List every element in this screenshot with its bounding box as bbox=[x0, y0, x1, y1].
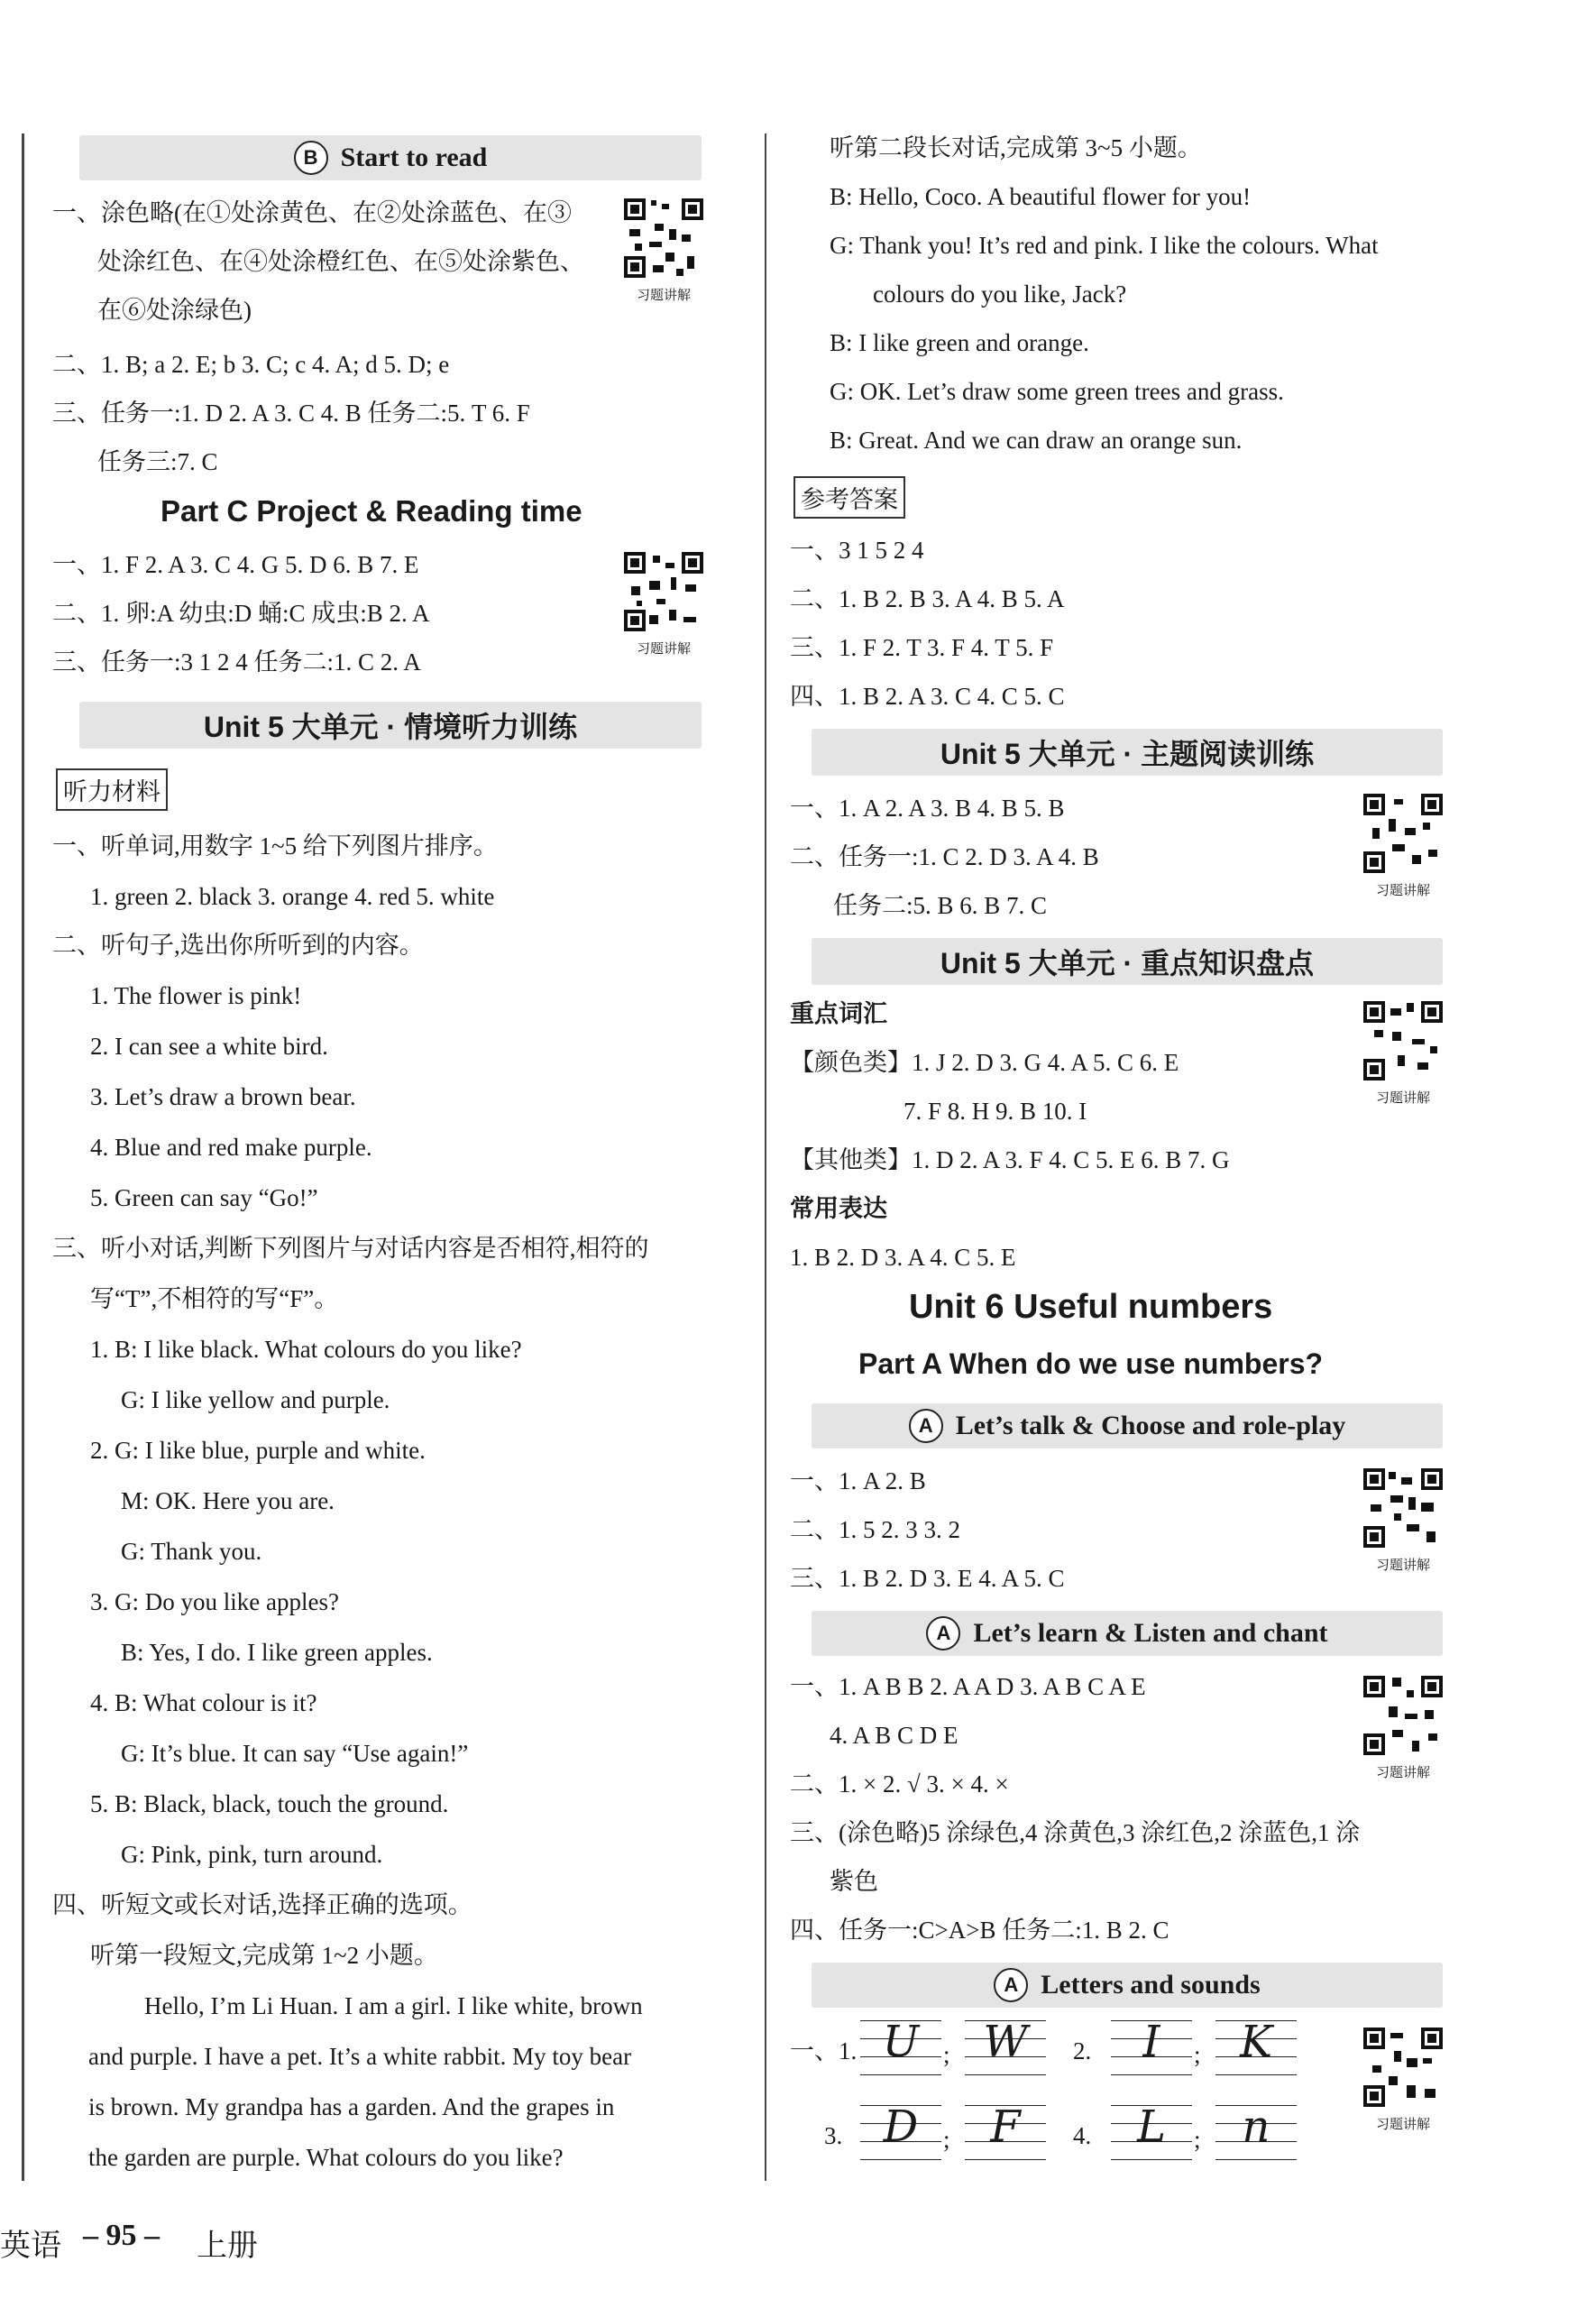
qr-caption: 习题讲解 bbox=[1375, 1764, 1430, 1780]
listening-line: 1. B: I like black. What colours do you like? bbox=[90, 1336, 522, 1363]
qr-caption: 习题讲解 bbox=[1375, 2116, 1430, 2132]
handwriting-letter: n bbox=[1242, 2101, 1270, 2152]
section-header-unit5-knowledge bbox=[812, 938, 1443, 985]
section-title: Unit 5 大单元 · 情境听力训练 bbox=[203, 711, 578, 743]
handwriting-letter: U bbox=[882, 2017, 920, 2067]
qr-code-icon[interactable] bbox=[1362, 2026, 1445, 2109]
answer-line: 三、1. F 2. T 3. F 4. T 5. F bbox=[790, 634, 1054, 661]
listening-line: 听第一段短文,完成第 1~2 小题。 bbox=[90, 1942, 438, 1969]
listening-line: is brown. My grandpa has a garden. And the grapes in bbox=[88, 2093, 615, 2120]
separator: ; bbox=[1194, 2126, 1201, 2153]
answer-line: 【其他类】1. D 2. A 3. F 4. C 5. E 6. B 7. G bbox=[790, 1146, 1230, 1173]
answer-line: 【颜色类】1. J 2. D 3. G 4. A 5. C 6. E bbox=[790, 1049, 1179, 1076]
listening-line: 5. B: Black, black, touch the ground. bbox=[90, 1790, 449, 1817]
answer-line: 二、1. B 2. B 3. A 4. B 5. A bbox=[790, 585, 1065, 612]
answer-line: 一、1. A B B 2. A A D 3. A B C A E bbox=[790, 1673, 1146, 1700]
left-margin-rule bbox=[22, 133, 24, 2181]
answer-line: 在⑥处涂绿色) bbox=[97, 297, 252, 324]
listening-line: 1. green 2. black 3. orange 4. red 5. white bbox=[90, 883, 495, 910]
handwriting-box bbox=[1215, 2101, 1297, 2159]
section-title: Letters and sounds bbox=[1041, 1970, 1261, 2000]
dialog-line: G: Thank you! It’s red and pink. I like the colours. What bbox=[830, 232, 1379, 259]
hw-number: 4. bbox=[1073, 2122, 1092, 2149]
listening-line: B: Yes, I do. I like green apples. bbox=[121, 1639, 433, 1666]
answer-line: 四、任务一:C>A>B 任务二:1. B 2. C bbox=[790, 1917, 1169, 1944]
qr-code-icon[interactable] bbox=[622, 197, 705, 280]
answer-line: 三、任务一:3 1 2 4 任务二:1. C 2. A bbox=[52, 648, 421, 676]
section-title: Unit 5 大单元 · 重点知识盘点 bbox=[940, 947, 1315, 979]
qr-caption: 习题讲解 bbox=[1375, 882, 1430, 898]
section-title: Unit 5 大单元 · 主题阅读训练 bbox=[940, 738, 1315, 770]
handwriting-box bbox=[860, 2017, 941, 2074]
listening-line: 二、听句子,选出你所听到的内容。 bbox=[52, 932, 424, 959]
section-header-unit5-reading bbox=[812, 729, 1443, 776]
answer-line: 三、任务一:1. D 2. A 3. C 4. B 任务二:5. T 6. F bbox=[52, 400, 530, 427]
section-letter-badge: A bbox=[994, 1968, 1028, 2002]
listening-line: 4. Blue and red make purple. bbox=[90, 1134, 372, 1161]
handwriting-letter: F bbox=[990, 2101, 1021, 2152]
dialog-line: 听第二段长对话,完成第 3~5 小题。 bbox=[830, 134, 1202, 161]
handwriting-letter: K bbox=[1240, 2017, 1272, 2067]
column-divider bbox=[765, 133, 766, 2181]
answer-line: 一、3 1 5 2 4 bbox=[790, 537, 924, 564]
handwriting-box bbox=[1215, 2017, 1297, 2074]
answer-line: 一、1. A 2. A 3. B 4. B 5. B bbox=[790, 795, 1065, 822]
hw-number: 2. bbox=[1073, 2037, 1092, 2064]
answer-line: 任务三:7. C bbox=[97, 448, 218, 475]
hw-number: 3. bbox=[824, 2122, 843, 2149]
separator: ; bbox=[943, 2126, 950, 2153]
section-header-start-to-read bbox=[79, 135, 702, 180]
handwriting-box bbox=[1111, 2101, 1192, 2159]
dialog-line: colours do you like, Jack? bbox=[873, 280, 1127, 308]
handwriting-box bbox=[965, 2101, 1046, 2159]
handwriting-letter: I bbox=[1142, 2017, 1160, 2067]
answer-line: 任务二:5. B 6. B 7. C bbox=[833, 892, 1048, 919]
answer-line: 二、任务一:1. C 2. D 3. A 4. B bbox=[790, 843, 1099, 870]
listening-line: 2. G: I like blue, purple and white. bbox=[90, 1437, 426, 1464]
separator: ; bbox=[1194, 2041, 1201, 2068]
qr-caption: 习题讲解 bbox=[636, 640, 691, 657]
qr-caption: 习题讲解 bbox=[1375, 1557, 1430, 1573]
answer-line: 三、1. B 2. D 3. E 4. A 5. C bbox=[790, 1565, 1065, 1592]
qr-code-icon[interactable] bbox=[622, 550, 705, 633]
answer-line: 二、1. 卵:A 幼虫:D 蛹:C 成虫:B 2. A bbox=[52, 600, 430, 627]
answer-line: 二、1. B; a 2. E; b 3. C; c 4. A; d 5. D; e bbox=[52, 351, 450, 378]
qr-code-icon[interactable] bbox=[1362, 1467, 1445, 1549]
listening-material-tag: 听力材料 bbox=[56, 768, 168, 811]
part-c-title: Part C Project & Reading time bbox=[161, 494, 582, 528]
answer-line: 二、1. × 2. √ 3. × 4. × bbox=[790, 1770, 1009, 1798]
subheading: 重点词汇 bbox=[790, 1000, 887, 1027]
dialog-line: B: Great. And we can draw an orange sun. bbox=[830, 427, 1243, 454]
dialog-line: B: I like green and orange. bbox=[830, 329, 1089, 356]
listening-line: 一、听单词,用数字 1~5 给下列图片排序。 bbox=[52, 832, 498, 860]
listening-line: 2. I can see a white bird. bbox=[90, 1033, 328, 1060]
answer-line: 一、1. F 2. A 3. C 4. G 5. D 6. B 7. E bbox=[52, 551, 419, 578]
footer-volume: 上册 bbox=[197, 2230, 258, 2263]
qr-code-icon[interactable] bbox=[1362, 999, 1445, 1082]
handwriting-letter: D bbox=[883, 2101, 919, 2152]
page-number: – 95 – bbox=[83, 2219, 160, 2252]
listening-line: G: It’s blue. It can say “Use again!” bbox=[121, 1740, 469, 1767]
listening-line: the garden are purple. What colours do you like? bbox=[88, 2144, 564, 2171]
subheading: 常用表达 bbox=[790, 1195, 887, 1222]
section-title: Start to read bbox=[340, 143, 488, 172]
listening-line: G: Thank you. bbox=[121, 1538, 262, 1565]
qr-code-icon[interactable] bbox=[1362, 1674, 1445, 1757]
handwriting-letter: L bbox=[1137, 2101, 1166, 2152]
handwriting-letter: W bbox=[983, 2017, 1028, 2067]
answer-line: 紫色 bbox=[830, 1868, 878, 1895]
listening-line: 四、听短文或长对话,选择正确的选项。 bbox=[52, 1891, 472, 1918]
section-letter-badge: A bbox=[926, 1616, 960, 1651]
section-title: Let’s learn & Listen and chant bbox=[973, 1618, 1328, 1648]
part-a-title: Part A When do we use numbers? bbox=[858, 1347, 1324, 1380]
section-header-letters-sounds bbox=[812, 1963, 1443, 2008]
listening-line: M: OK. Here you are. bbox=[121, 1487, 335, 1514]
answer-line: 四、1. B 2. A 3. C 4. C 5. C bbox=[790, 683, 1065, 710]
handwriting-box bbox=[965, 2017, 1046, 2074]
listening-line: 5. Green can say “Go!” bbox=[90, 1184, 318, 1211]
section-header-lets-learn bbox=[812, 1611, 1443, 1656]
answer-line: 处涂红色、在④处涂橙红色、在⑤处涂紫色、 bbox=[97, 248, 584, 275]
handwriting-box bbox=[1111, 2017, 1192, 2074]
footer-subject: 英语 bbox=[0, 2230, 61, 2263]
handwriting-box bbox=[860, 2101, 941, 2159]
section-header-lets-talk bbox=[812, 1403, 1443, 1448]
listening-line: G: Pink, pink, turn around. bbox=[121, 1841, 383, 1868]
listening-line: G: I like yellow and purple. bbox=[121, 1386, 390, 1413]
dialog-line: B: Hello, Coco. A beautiful flower for you! bbox=[830, 183, 1252, 210]
listening-line: 写“T”,不相符的写“F”。 bbox=[90, 1285, 339, 1312]
answer-line: 1. B 2. D 3. A 4. C 5. E bbox=[790, 1244, 1016, 1271]
section-letter-badge: A bbox=[909, 1409, 943, 1443]
answer-line: 二、1. 5 2. 3 3. 2 bbox=[790, 1516, 960, 1543]
section-header-unit5-listening bbox=[79, 702, 702, 749]
listening-line: 三、听小对话,判断下列图片与对话内容是否相符,相符的 bbox=[52, 1235, 649, 1262]
separator: ; bbox=[943, 2041, 950, 2068]
reference-answer-tag: 参考答案 bbox=[793, 476, 905, 519]
answer-line: 7. F 8. H 9. B 10. I bbox=[903, 1098, 1087, 1125]
answer-line: 4. A B C D E bbox=[830, 1722, 959, 1749]
listening-line: 1. The flower is pink! bbox=[90, 982, 302, 1009]
section-letter-badge: B bbox=[294, 141, 328, 175]
answer-line: 三、(涂色略)5 涂绿色,4 涂黄色,3 涂红色,2 涂蓝色,1 涂 bbox=[790, 1819, 1361, 1846]
answer-line: 一、1. A 2. B bbox=[790, 1467, 926, 1494]
qr-caption: 习题讲解 bbox=[1375, 1090, 1430, 1106]
listening-line: and purple. I have a pet. It’s a white rabbit. My toy bear bbox=[88, 2043, 632, 2070]
dialog-line: G: OK. Let’s draw some green trees and grass. bbox=[830, 378, 1284, 405]
listening-line: 3. Let’s draw a brown bear. bbox=[90, 1083, 356, 1110]
unit6-title: Unit 6 Useful numbers bbox=[909, 1288, 1273, 1326]
answer-line: 一、涂色略(在①处涂黄色、在②处涂蓝色、在③ bbox=[52, 199, 572, 226]
listening-line: 3. G: Do you like apples? bbox=[90, 1588, 339, 1615]
section-title: Let’s talk & Choose and role-play bbox=[955, 1411, 1346, 1440]
hw-number: 一、1. bbox=[790, 2037, 858, 2064]
listening-line: 4. B: What colour is it? bbox=[90, 1689, 317, 1716]
qr-caption: 习题讲解 bbox=[636, 287, 691, 303]
qr-code-icon[interactable] bbox=[1362, 792, 1445, 875]
listening-line: Hello, I’m Li Huan. I am a girl. I like white, brown bbox=[144, 1992, 643, 2019]
